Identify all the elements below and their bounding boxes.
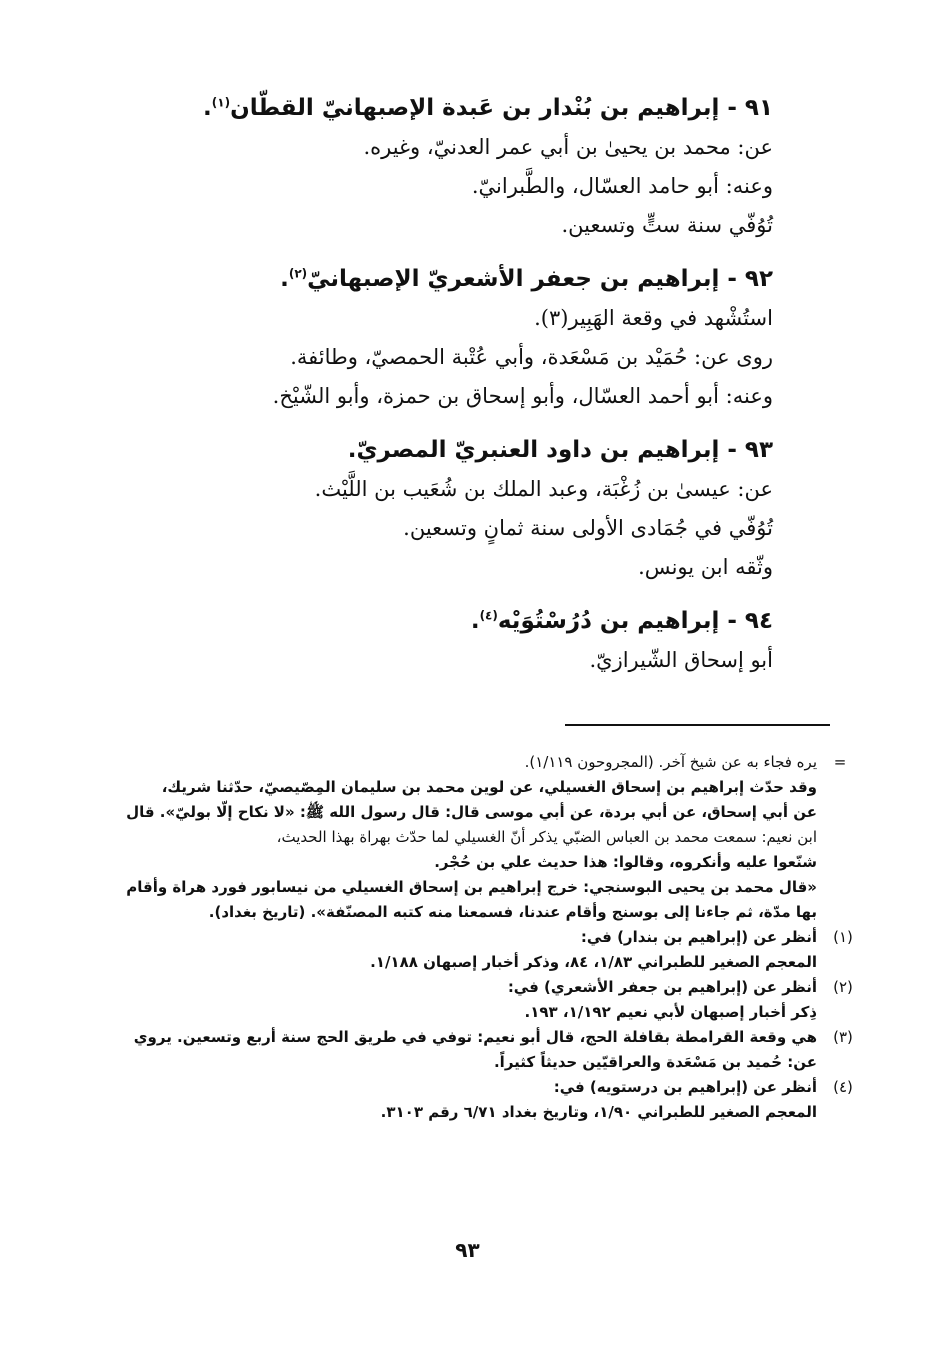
footnote-line: «قال محمد بن يحيى البوسنجي: خرج إبراهيم بن إسحاق الغسيلي من نيسابور فورد هراة وأقام (126, 878, 817, 896)
entry-heading-text: ٩٤ - إبراهيم بن دُرُسْتُوَيْه (497, 608, 773, 634)
footnote-separator (565, 724, 830, 726)
entry-line: تُوُفّي في جُمَادى الأولى سنة ثمانٍ وتسعين. (403, 516, 773, 540)
entry-heading (153, 601, 773, 641)
entry-line: استُشْهد في وقعة الهَبِير(٣). (534, 306, 773, 330)
entry-heading-text: ٩٢ - إبراهيم بن جعفر الأشعريّ الإصبهانيّ (307, 266, 773, 292)
entry-line: وعنه: أبو أحمد العسّال، وأبو إسحاق بن حمزة، وأبو الشّيْخ. (272, 384, 773, 408)
footnote-line: أنظر عن (إبراهيم بن درستويه) في: (553, 1078, 817, 1096)
biography-entry-93 (153, 430, 773, 587)
footnote-2 (117, 975, 853, 1025)
main-text (153, 88, 773, 694)
footnote-1 (117, 925, 853, 975)
heading-end: . (347, 437, 357, 463)
footnote-line: شنّعوا عليه وأنكروه، وقالوا: هذا حديث علي بن حُجْر. (434, 853, 817, 871)
footnote-line: أنظر عن (إبراهيم بن بندار) في: (580, 928, 817, 946)
entry-line: وثّقه ابن يونس. (638, 555, 773, 579)
footnote-line: عن: حُميد بن مَسْعَدة والعراقيّين حديثاً كثيراً. (493, 1053, 817, 1071)
entry-line: أبو إسحاق الشّيرازيّ. (589, 648, 773, 672)
heading-end: . (470, 608, 480, 634)
footnote-line: المعجم الصغير للطبراني ١/٨٣، ٨٤، وذكر أخبار إصبهان ١/١٨٨. (370, 953, 817, 971)
entry-line: روى عن: حُمَيْد بن مَسْعَدة، وأبي عُتْبة الحمصيّ، وطائفة. (290, 345, 773, 369)
footnote-line: أنظر عن (إبراهيم بن جعفر الأشعري) في: (507, 978, 817, 996)
footnote-number: (٤) (833, 1078, 853, 1096)
footnote-line: هي وقعة القرامطة بقافلة الحج، قال أبو نعيم: توفي في طريق الحج سنة أربع وتسعين. يروي (133, 1028, 817, 1046)
footnote-ref[interactable]: (١) (211, 95, 231, 110)
footnote-number: (٣) (833, 1028, 853, 1046)
biography-entry-91 (153, 88, 773, 245)
biography-entry-92 (153, 259, 773, 416)
footnote-line: ابن نعيم: سمعت محمد بن العباس الضبّي يذكر أنّ الغسيلي لما حدّث بهراة بهذا الحديث، (276, 828, 817, 846)
entry-heading-text: ٩١ - إبراهيم بن بُنْدار بن عَبدة الإصبهانيّ القطّان (230, 95, 773, 121)
heading-end: . (280, 266, 289, 292)
heading-end: . (203, 95, 212, 121)
entry-heading (153, 430, 773, 470)
footnote-line: المعجم الصغير للطبراني ١/٩٠، وتاريخ بغداد ٦/٧١ رقم ٣١٠٣. (380, 1103, 817, 1121)
footnote-number: (٢) (833, 978, 853, 996)
footnote-3 (117, 1025, 853, 1075)
entry-heading-text: ٩٣ - إبراهيم بن داود العنبريّ المصريّ (356, 437, 773, 463)
entry-line: وعنه: أبو حامد العسّال، والطَّبرانيّ. (471, 174, 773, 198)
entry-line: تُوُفّي سنة ستٍّ وتسعين. (561, 213, 773, 237)
footnote-line: يره فجاء به عن شيخ آخر. (المجروحون ١/١١٩). (524, 753, 817, 771)
footnote-number: (١) (833, 928, 853, 946)
footnote-continuation (117, 750, 847, 925)
footnote-line: ذِكر أخبار إصبهان لأبي نعيم ١/١٩٢، ١٩٣. (524, 1003, 817, 1021)
footnote-4 (117, 1075, 853, 1125)
biography-entry-94 (153, 601, 773, 680)
entry-line: عن: محمد بن يحيىٰ بن أبي عمر العدنيّ، وغيره. (363, 135, 773, 159)
footnote-line: وقد حدّث إبراهيم بن إسحاق الغسيلي، عن لوين محمد بن سليمان المِصّيصيّ، حدّثنا شريك، (161, 778, 817, 796)
entry-heading (153, 88, 773, 128)
footnote-ref[interactable]: (٤) (479, 608, 498, 623)
page-number: ٩٣ (455, 1238, 480, 1262)
entry-heading (153, 259, 773, 299)
footnotes (117, 750, 853, 1125)
footnote-ref[interactable]: (٢) (288, 266, 308, 281)
footnote-line: بها مدّة، ثم جاءنا إلى بوسنج وأقام عندنا، فسمعنا منه كتبه المصنّفة». (تاريخ بغداد). (208, 903, 817, 921)
continuation-marker: = (833, 753, 847, 771)
entry-line: عن: عيسىٰ بن زُغْبَة، وعبد الملك بن شُعَيب بن اللَّيْث. (314, 477, 773, 501)
footnote-line: عن أبي إسحاق، عن أبي بردة، عن أبي موسى قال: قال رسول الله ﷺ: «لا نكاح إلّا بوليّ». قال (126, 803, 817, 821)
